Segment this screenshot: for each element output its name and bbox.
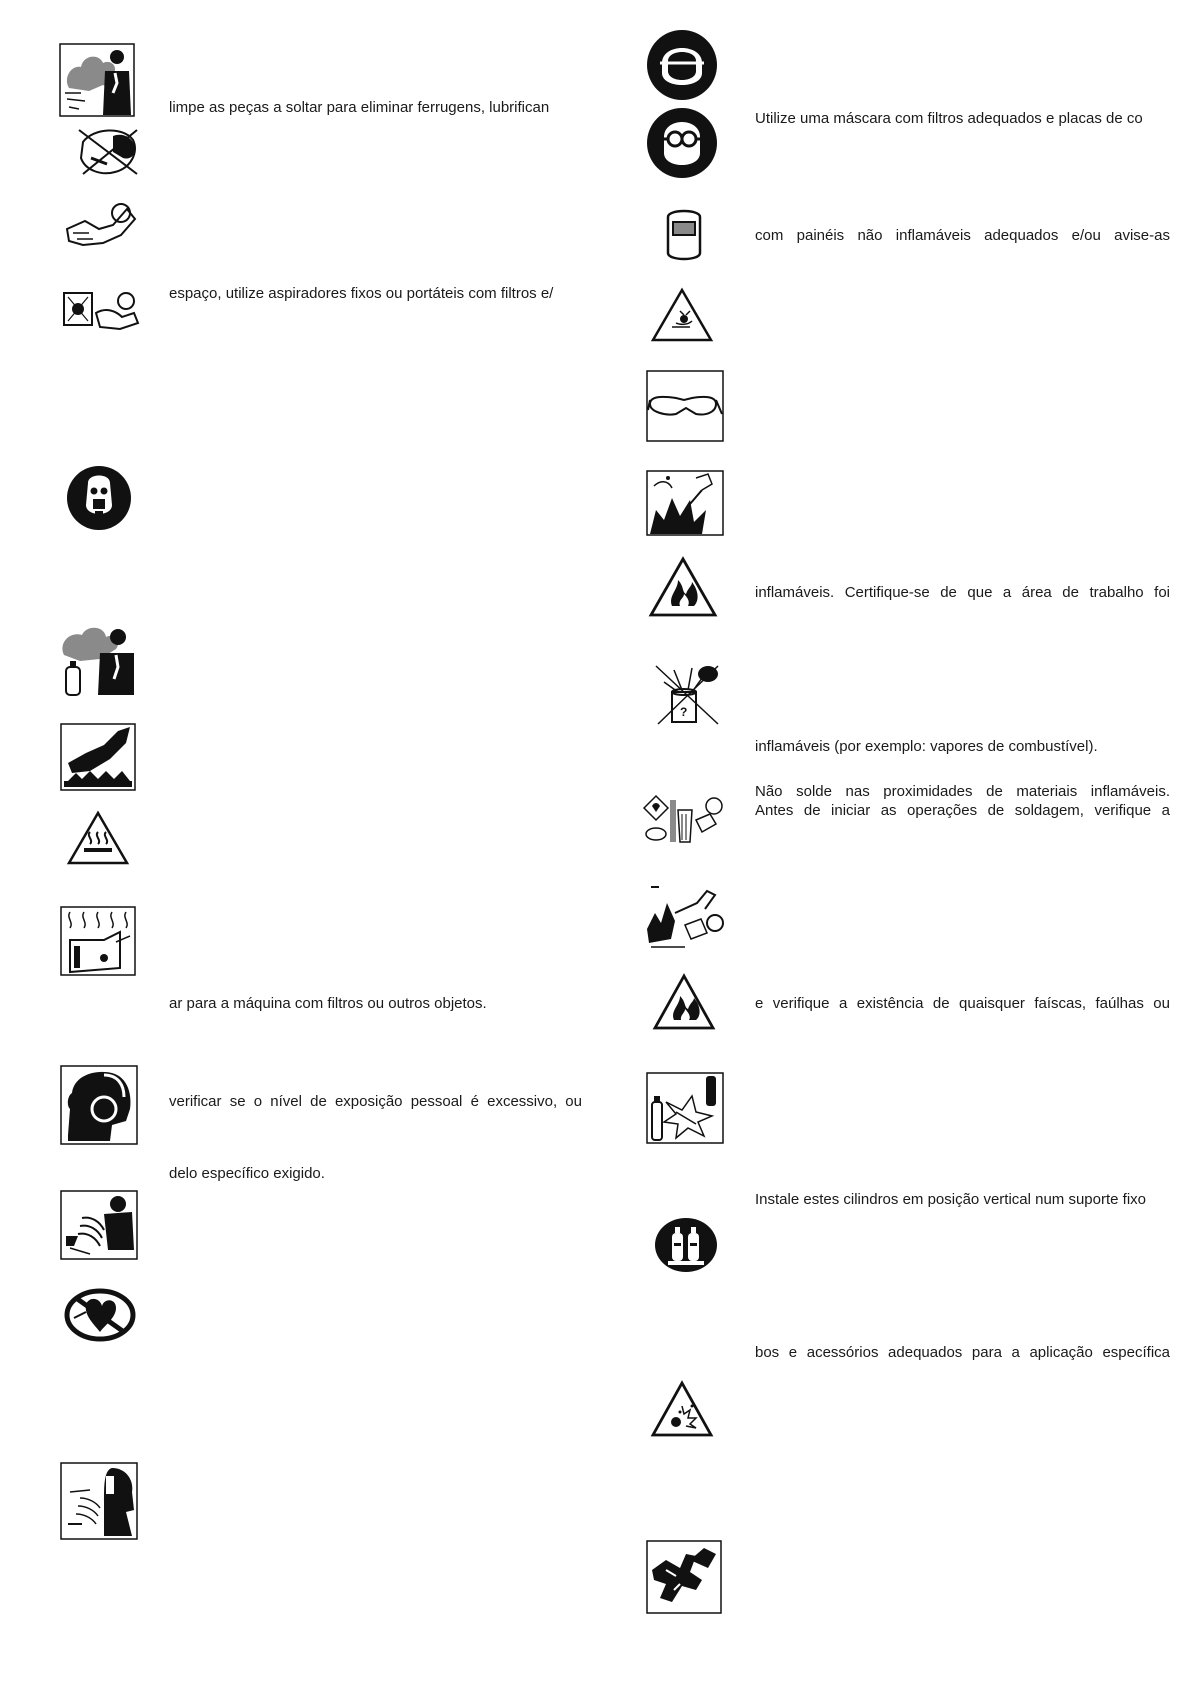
welding-face-shield-icon [60, 1462, 138, 1540]
radiation-worker-icon [60, 1190, 138, 1260]
right-text-6: e verifique a existência de quaisquer faíscas, faúlhas ou [755, 995, 1170, 1012]
right-text-3: inflamáveis. Certifique-se de que a área de trabalho foi [755, 584, 1170, 601]
left-text-3: ar para a máquina com filtros ou outros objetos. [169, 995, 487, 1012]
flammable-warning-icon [648, 556, 718, 618]
ear-protection-icon [60, 1065, 138, 1145]
explosion-sparks-icon [646, 470, 724, 536]
welding-fire-hazard-icon [645, 883, 725, 949]
gas-cylinder-hazard-icon [646, 1072, 724, 1144]
pacemaker-prohibited-icon [64, 1288, 136, 1342]
hot-surface-hand-icon [60, 723, 136, 791]
moving-parts-hand-icon [646, 1540, 722, 1614]
left-text-1: limpe as peças a soltar para eliminar ferrugens, lubrifican [169, 99, 550, 116]
arc-radiation-warning-icon [650, 287, 714, 343]
left-text-2: espaço, utilize aspiradores fixos ou portáteis com filtros e/ [169, 285, 554, 302]
welder-prohibited-icon [73, 122, 143, 180]
head-protection-icon [646, 29, 718, 101]
respirator-mask-icon [66, 465, 132, 531]
welding-helmet-icon [664, 207, 704, 263]
ventilation-welder-icon [60, 283, 142, 335]
machine-ventilation-icon [60, 906, 136, 976]
right-text-2: com painéis não inflamáveis adequados e/ou avise-as [755, 227, 1170, 244]
right-text-5-line-2: Antes de iniciar as operações de soldagem, verifique a [755, 802, 1170, 819]
drum-welding-prohibited-icon [652, 662, 722, 726]
hands-glove-icon [63, 199, 137, 253]
flammable-materials-area-icon [642, 790, 726, 844]
left-text-5: delo específico exigido. [169, 1165, 325, 1182]
welding-fumes-icon [59, 43, 135, 117]
right-text-7: Instale estes cilindros em posição vertical num suporte fixo [755, 1191, 1147, 1208]
explosion-warning-icon [650, 1380, 714, 1438]
right-text-1: Utilize uma máscara com filtros adequados e placas de co [755, 110, 1143, 127]
fire-warning-icon [652, 973, 716, 1031]
safety-glasses-icon [646, 370, 724, 442]
gas-fumes-icon [60, 623, 136, 697]
right-text-5-line-1: Não solde nas proximidades de materiais inflamáveis. [755, 783, 1170, 800]
eye-protection-icon [646, 107, 718, 179]
right-text-4: inflamáveis (por exemplo: vapores de combustível). [755, 738, 1098, 755]
hot-surface-warning-icon [66, 810, 130, 866]
left-text-4: verificar se o nível de exposição pessoal é excessivo, ou [169, 1093, 582, 1110]
gas-cylinders-icon [654, 1217, 718, 1273]
right-text-8: bos e acessórios adequados para a aplicação específica [755, 1344, 1170, 1361]
svg-text:?: ? [680, 705, 688, 719]
